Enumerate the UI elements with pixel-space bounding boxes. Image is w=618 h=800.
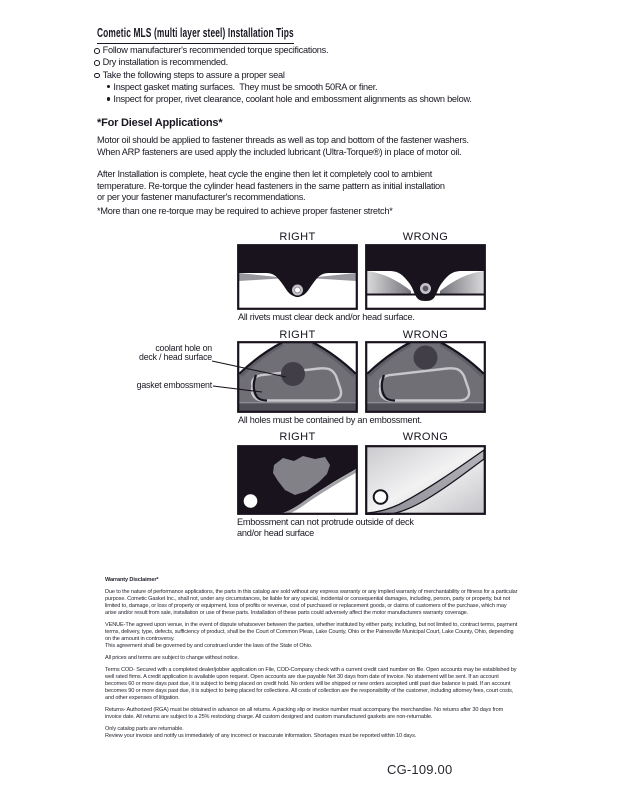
tip-text: Take the following steps to assure a proper seal — [102, 69, 285, 80]
coolant-hole-wrong-figure — [365, 341, 486, 413]
diesel-paragraph-2 — [97, 169, 445, 204]
legal-paragraph: This agreement shall be governed by and construed under the laws of the State of Ohio. — [105, 643, 313, 649]
bullet-circle-icon — [94, 48, 100, 54]
diesel-paragraph-1 — [97, 135, 469, 158]
figure-caption: All holes must be contained by an embossment. — [238, 415, 422, 425]
tip-text: Inspect gasket mating surfaces. They must be smooth 50RA or finer. — [113, 81, 378, 92]
right-label: RIGHT — [279, 329, 316, 341]
diesel-section-heading: *For Diesel Applications* — [97, 117, 223, 129]
wrong-label: WRONG — [402, 329, 449, 341]
bullet-dot-icon — [107, 97, 110, 100]
legal-paragraph: Review your invoice and notify us immediately of any incorrect or inaccurate information. Shortages must be reported within 10 days. — [105, 733, 417, 739]
figure-caption: Embossment can not protrude outside of deck and/or head surface — [237, 517, 414, 538]
paragraph-line: temperature. Re-torque the cylinder head fasteners in the same pattern as initial installation — [97, 180, 445, 191]
wrong-label: WRONG — [402, 231, 449, 243]
legal-paragraph: Due to the nature of performance applications, the parts in this catalog are sold without any express warranty or any implied warranty of merchantability or fitness for a particular purpose. Cometic Gasket Inc., shall not, under any circumstances, be liable for any special, incidental or consequential damages, including, person, party or property, but not limited to, damage, or loss of property or equipment, loss of profits or revenue, cost of purchased or replacement goods, or claims of customers of the purchase, which may arise and/or result from sale, installation or use of these parts. Installation of these parts could adversely affect the motor manufacturers warranty coverage. — [105, 589, 518, 616]
callout-coolant-hole-label: coolant hole on deck / head surface — [139, 343, 212, 363]
tip-text: Dry installation is recommended. — [102, 57, 228, 68]
paragraph-line: or per your fastener manufacturer's recommendations. — [97, 192, 306, 202]
figure-caption: All rivets must clear deck and/or head surface. — [238, 312, 415, 322]
paragraph-line: Motor oil should be applied to fastener threads as well as top and bottom of the fastener washers. — [97, 135, 469, 145]
page-title: Cometic MLS (multi layer steel) Installation Tips — [97, 26, 294, 44]
callout-gasket-embossment-label: gasket embossment — [136, 380, 212, 390]
legal-paragraph: All prices and terms are subject to change without notice. — [105, 655, 239, 661]
rivet-clearance-right-figure — [237, 244, 358, 310]
tip-item — [94, 57, 472, 69]
embossment-wrong-figure — [365, 445, 486, 515]
wrong-label: WRONG — [402, 431, 449, 443]
bullet-circle-icon — [94, 60, 100, 66]
legal-paragraph: Terms COD- Secured with a completed dealer/jobber application on File, COD-Company check with a current credit card number on file. Open accounts may be established by well rated firms. A credit application is available upon request. Open accounts are due payable Net 30 days from date of invoice. No statement will be sent. If an account becomes 60 or more days past due, it is subject to being placed on credit hold. No orders will be shipped or new orders accepted until past due balance is paid. If an account becomes 90 or more days past due, it is subject to being placed for collections. All costs of collection are the responsibility of the customer, including attorney fees, court costs, and other expenses of litigation. — [105, 667, 517, 701]
tip-sub-item — [107, 82, 472, 94]
tip-text: Follow manufacturer's recommended torque specifications. — [102, 45, 329, 55]
rivet-clearance-wrong-figure — [365, 244, 486, 310]
warranty-disclaimer-block — [105, 577, 519, 740]
paragraph-line: After Installation is complete, heat cycle the engine then let it completely cool to ambient — [97, 169, 432, 179]
paragraph-line: *More than one re-torque may be required to achieve proper fastener stretch* — [97, 206, 393, 216]
diesel-paragraph-3 — [97, 206, 393, 218]
warranty-disclaimer-heading: Warranty Disclaimer* — [105, 577, 159, 583]
coolant-hole-right-figure — [237, 341, 358, 413]
legal-paragraph: Returns- Authorized (RGA) must be obtained in advance on all returns. A packing slip or invoice number must accompany the merchandise. No returns after 30 days from invoice date. All returns are subject to a 25% restocking charge. All custom designed and custom manufactured gaskets are non-returnable. — [105, 707, 504, 720]
paragraph-line: When ARP fasteners are used apply the included lubricant (Ultra-Torque®) in place of motor oil. — [97, 146, 462, 157]
page-code: CG-109.00 — [387, 762, 453, 777]
right-label: RIGHT — [279, 231, 316, 243]
bullet-circle-icon — [94, 73, 100, 79]
legal-paragraph: VENUE-The agreed upon venue, in the event of dispute whatsoever between the parties, whether instituted by either party, including, but not limited to, contract terms, payment terms, delivery, type, defects, sufficiency of product, shall be the Court of Common Pleas, Lake County, Ohio or the Painesville Municipal Court, Lake County, Ohio, depending on the amount in controversy. — [105, 622, 518, 642]
tip-item — [94, 45, 472, 57]
legal-paragraph: Only catalog parts are returnable. — [105, 726, 184, 732]
bullet-dot-icon — [107, 85, 110, 88]
tip-sub-item — [107, 94, 472, 106]
installation-tips-list — [94, 45, 472, 106]
tip-text: Inspect for proper, rivet clearance, coolant hole and embossment alignments as shown below. — [113, 94, 472, 105]
tip-item — [94, 70, 472, 82]
embossment-right-figure — [237, 445, 358, 515]
right-label: RIGHT — [279, 431, 316, 443]
